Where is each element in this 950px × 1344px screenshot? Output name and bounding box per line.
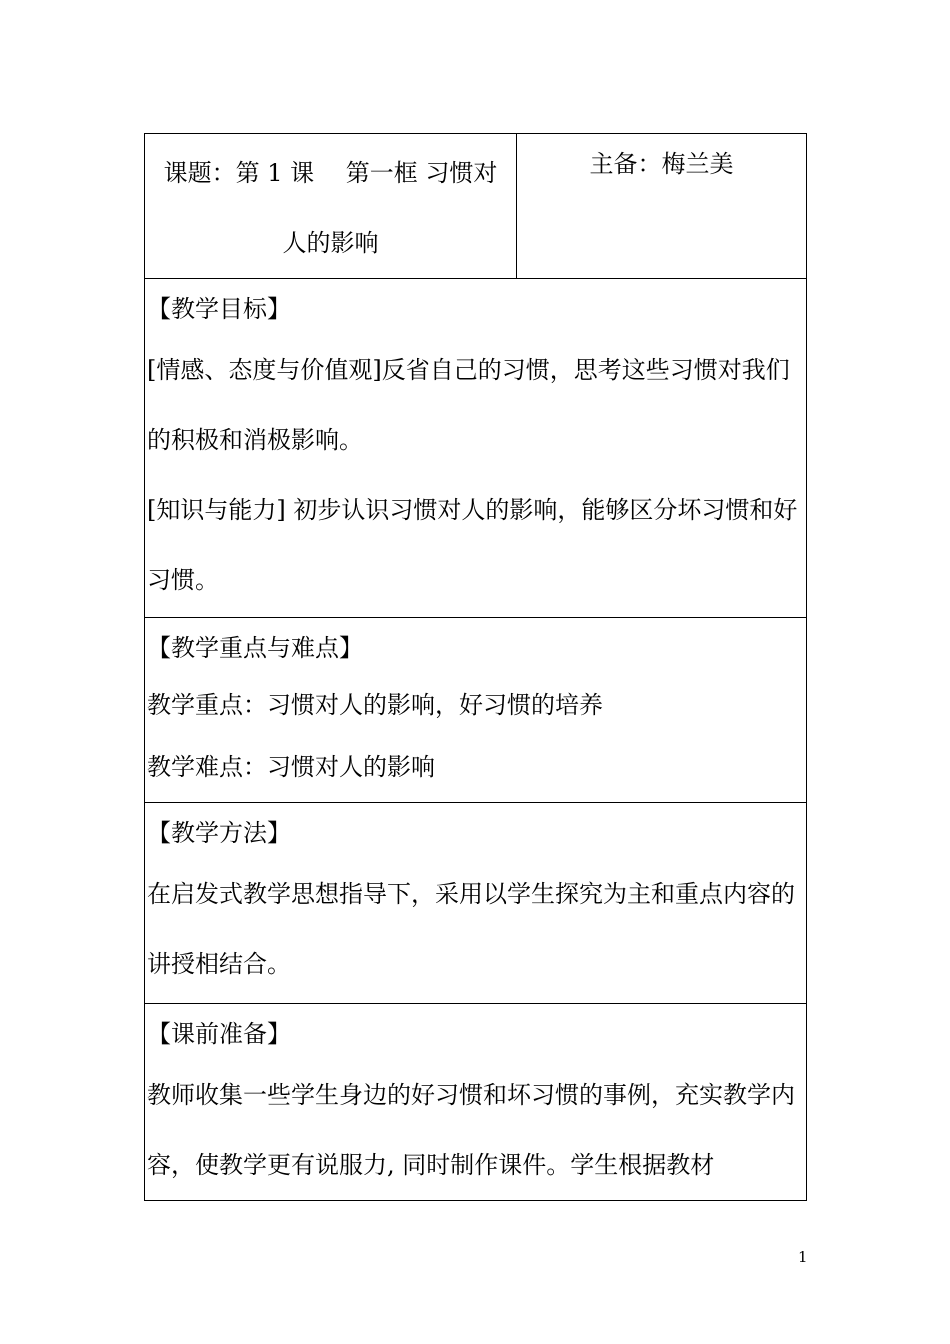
preparation-text: 教师收集一些学生身边的好习惯和坏习惯的事例，充实教学内容，使教学更有说服力, 同时制作课件。学生根据教材	[147, 1081, 795, 1179]
objectives-knowledge: [知识与能力] 初步认识习惯对人的影响，能够区分坏习惯和好习惯。	[147, 496, 798, 594]
objectives-heading: 【教学目标】	[147, 295, 291, 323]
preparation-cell	[145, 1004, 807, 1201]
header-row	[145, 134, 807, 279]
method-heading: 【教学方法】	[147, 819, 291, 847]
key-points-heading: 【教学重点与难点】	[147, 634, 363, 662]
lesson-title-line2: 人的影响	[282, 229, 379, 257]
objectives-emotion: [情感、态度与价值观]反省自己的习惯，思考这些习惯对我们的积极和消极影响。	[147, 356, 790, 454]
key-points-cell	[145, 618, 807, 803]
author-label: 主备：梅兰美	[589, 150, 734, 178]
objectives-cell	[145, 279, 807, 618]
lesson-plan-table	[144, 133, 807, 1201]
preparation-row	[145, 1004, 807, 1201]
page-number: 1	[798, 1248, 808, 1266]
title-cell	[145, 134, 517, 279]
teaching-difficulty: 教学难点：习惯对人的影响	[147, 753, 435, 781]
objectives-row	[145, 279, 807, 618]
preparation-heading: 【课前准备】	[147, 1020, 291, 1048]
method-row	[145, 803, 807, 1004]
author-cell	[517, 134, 807, 279]
method-text: 在启发式教学思想指导下，采用以学生探究为主和重点内容的讲授相结合。	[147, 880, 795, 978]
lesson-title-line1: 课题：第 1 课 第一框 习惯对	[163, 159, 498, 187]
method-cell	[145, 803, 807, 1004]
key-points-row	[145, 618, 807, 803]
teaching-focus: 教学重点：习惯对人的影响，好习惯的培养	[147, 691, 603, 719]
